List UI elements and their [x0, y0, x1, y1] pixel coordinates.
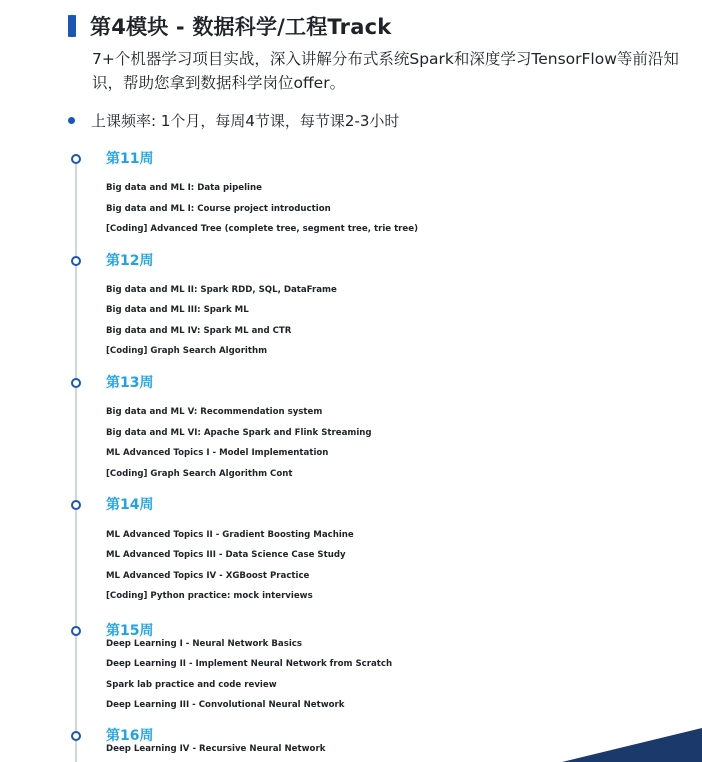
lesson-item: Big data and ML V: Recommendation system [106, 407, 323, 417]
week-title: 第15周 [106, 623, 154, 639]
lesson-item: ML Advanced Topics I - Model Implementation [106, 448, 329, 458]
corner-decoration [562, 728, 702, 762]
module-description: 7+个机器学习项目实战，深入讲解分布式系统Spark和深度学习TensorFlow等前沿知识，帮助您拿到数据科学岗位offer。 [92, 50, 679, 92]
bullet-dot-icon [68, 117, 75, 124]
module-accent-bar [68, 15, 76, 37]
module-title: 第4模块 - 数据科学/工程Track [90, 15, 392, 39]
timeline-node-icon [71, 256, 81, 266]
lesson-item: Big data and ML I: Course project introduction [106, 204, 331, 214]
timeline-node-icon [71, 626, 81, 636]
lesson-item: [Coding] Advanced Tree (complete tree, segment tree, trie tree) [106, 224, 419, 234]
module-header [68, 12, 391, 40]
frequency-row [68, 108, 399, 132]
lesson-item: [Coding] Graph Search Algorithm Cont [106, 469, 293, 479]
frequency-text: 上课频率: 1个月，每周4节课，每节课2-3小时 [91, 111, 400, 130]
timeline-node-icon [71, 378, 81, 388]
week-title: 第11周 [106, 151, 154, 167]
lesson-item: Deep Learning II - Implement Neural Network from Scratch [106, 659, 393, 669]
week-title: 第14周 [106, 497, 154, 513]
timeline-node-icon [71, 154, 81, 164]
lesson-item: Big data and ML I: Data pipeline [106, 183, 262, 193]
lesson-item: Big data and ML III: Spark ML [106, 305, 249, 315]
corner-triangle [562, 728, 702, 762]
lesson-item: Big data and ML IV: Spark ML and CTR [106, 326, 292, 336]
lesson-item: Spark lab practice and code review [106, 680, 277, 690]
week-title: 第12周 [106, 253, 154, 269]
timeline-line [75, 160, 77, 762]
week-title: 第13周 [106, 375, 154, 391]
lesson-item: Deep Learning I - Neural Network Basics [106, 639, 302, 649]
week-title: 第16周 [106, 728, 154, 744]
timeline-node-icon [71, 500, 81, 510]
lesson-item: Deep Learning III - Convolutional Neural Network [106, 700, 345, 710]
lesson-item: ML Advanced Topics III - Data Science Case Study [106, 550, 346, 560]
lesson-item: [Coding] Graph Search Algorithm [106, 346, 268, 356]
lesson-item: ML Advanced Topics IV - XGBoost Practice [106, 571, 310, 581]
lesson-item: Big data and ML VI: Apache Spark and Flink Streaming [106, 428, 372, 438]
timeline-node-icon [71, 731, 81, 741]
lesson-item: Deep Learning IV - Recursive Neural Network [106, 744, 326, 754]
lesson-item: Big data and ML II: Spark RDD, SQL, DataFrame [106, 285, 337, 295]
lesson-item: ML Advanced Topics II - Gradient Boosting Machine [106, 530, 354, 540]
lesson-item: [Coding] Python practice: mock interviews [106, 591, 313, 601]
